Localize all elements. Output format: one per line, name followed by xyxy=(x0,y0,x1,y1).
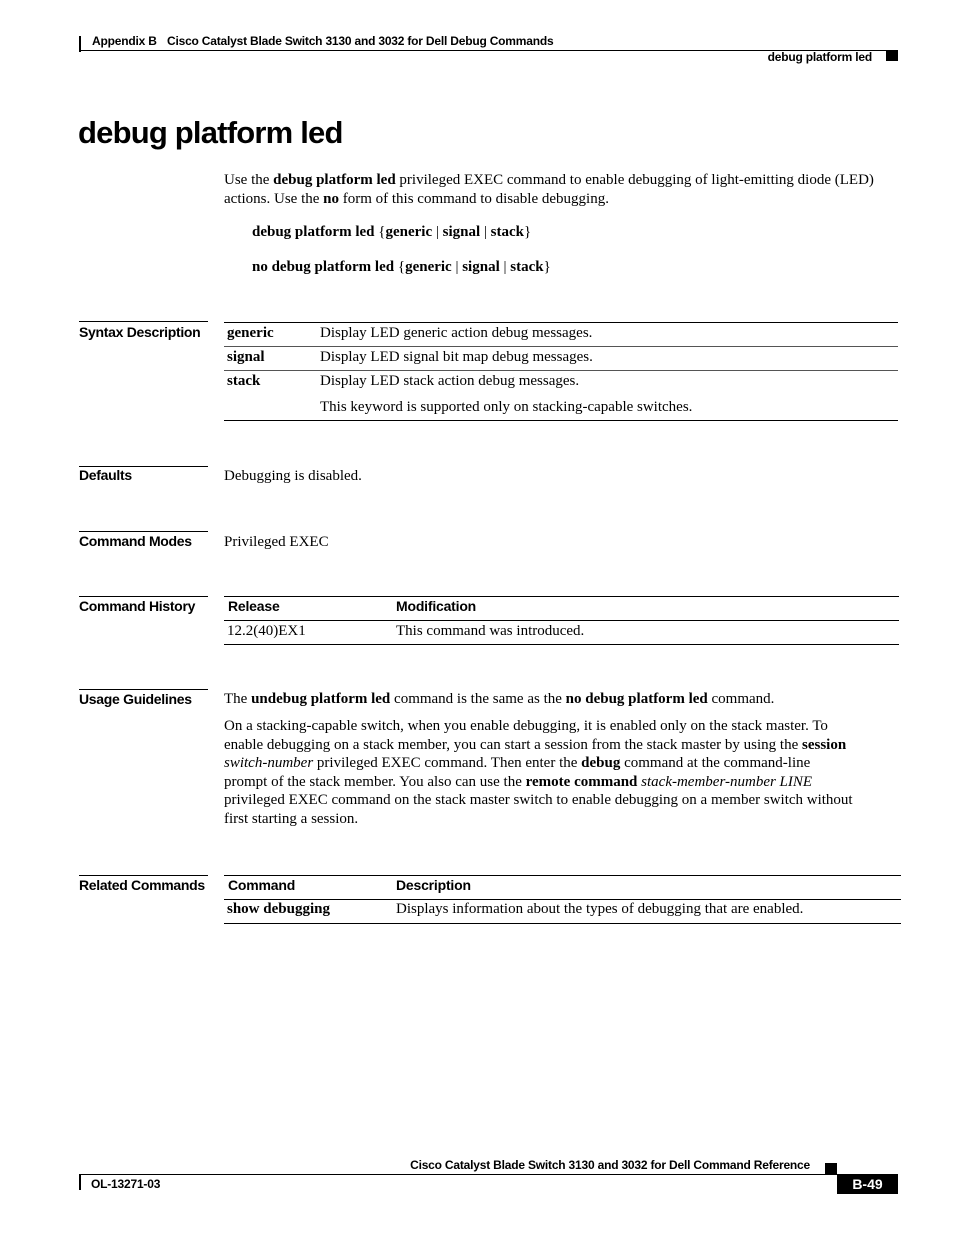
table-rule xyxy=(224,370,898,371)
header-appendix: Appendix B xyxy=(92,34,157,48)
syntax-line-debug xyxy=(252,223,531,242)
section-heading-related-commands: Related Commands xyxy=(79,877,205,893)
related-command-description: Displays information about the types of debugging that are enabled. xyxy=(396,901,804,917)
syntax-row-keyword-stack: stack xyxy=(227,373,261,389)
syntax-brace-close: } xyxy=(524,224,532,240)
syntax-separator: | xyxy=(483,224,487,240)
usage-text: command at the command-line xyxy=(620,755,811,772)
usage-text: command is the same as the xyxy=(390,691,566,707)
table-rule xyxy=(224,346,898,347)
intro-text-1: Use the xyxy=(224,172,274,188)
usage-italic-switch-number: switch-number xyxy=(224,755,314,772)
section-heading-syntax-description: Syntax Description xyxy=(79,324,201,340)
header-section-name: debug platform led xyxy=(767,50,872,64)
usage-paragraph-1 xyxy=(224,690,900,709)
section-heading-command-history: Command History xyxy=(79,598,196,614)
section-heading-command-modes: Command Modes xyxy=(79,533,192,549)
usage-text: first starting a session. xyxy=(224,810,359,827)
intro-bold-no: no xyxy=(323,190,339,207)
usage-text: The xyxy=(224,691,252,707)
usage-text: privileged EXEC command on the stack master switch to enable debugging on a member switch without xyxy=(224,792,853,809)
syntax-command: debug platform led xyxy=(252,224,375,240)
usage-p2-line xyxy=(224,791,904,810)
table-rule xyxy=(224,620,899,621)
section-heading-defaults: Defaults xyxy=(79,467,132,483)
footer-page-number-box xyxy=(837,1174,898,1194)
footer-rule xyxy=(79,1174,837,1175)
syntax-option-stack: stack xyxy=(490,224,524,240)
intro-text-3: form of this command to disable debugging. xyxy=(338,190,609,207)
history-modification-value: This command was introduced. xyxy=(396,623,585,639)
syntax-separator: | xyxy=(455,259,459,275)
usage-bold-debug: debug xyxy=(581,755,621,772)
syntax-option-generic: generic xyxy=(385,224,433,240)
header-chapter-title: Cisco Catalyst Blade Switch 3130 and 3032 for Dell Debug Commands xyxy=(167,34,554,48)
syntax-separator: | xyxy=(503,259,507,275)
page-title: debug platform led xyxy=(78,115,343,150)
footer-document-number: OL-13271-03 xyxy=(91,1177,161,1191)
section-rule-related xyxy=(79,875,208,876)
intro-bold-command: debug platform led xyxy=(273,172,396,188)
syntax-line-no-debug xyxy=(252,258,551,277)
table-rule xyxy=(224,420,898,421)
usage-p2-line xyxy=(224,773,904,792)
syntax-row-keyword-signal: signal xyxy=(227,349,265,365)
usage-p2-line xyxy=(224,810,904,829)
syntax-row-keyword-generic: generic xyxy=(227,325,274,341)
usage-bold-undebug: undebug platform led xyxy=(251,691,391,707)
section-heading-usage-guidelines: Usage Guidelines xyxy=(79,691,192,707)
syntax-brace-close: } xyxy=(543,259,551,275)
intro-paragraph xyxy=(224,171,894,208)
syntax-row-note-stack: This keyword is supported only on stacking-capable switches. xyxy=(320,399,693,415)
related-col-header-command: Command xyxy=(228,877,296,893)
usage-p2-line xyxy=(224,717,904,736)
table-rule xyxy=(224,322,898,323)
usage-italic-stack-member-number: stack-member-number LINE xyxy=(641,773,813,790)
section-rule-usage xyxy=(79,689,208,690)
syntax-row-desc-signal: Display LED signal bit map debug messages. xyxy=(320,349,593,365)
syntax-row-desc-generic: Display LED generic action debug messages. xyxy=(320,325,593,341)
syntax-option-signal: signal xyxy=(442,224,481,240)
history-col-header-modification: Modification xyxy=(396,598,477,614)
section-rule-syntax xyxy=(79,321,208,322)
usage-bold-session: session xyxy=(802,736,847,753)
usage-text: prompt of the stack member. You also can use the xyxy=(224,773,526,790)
usage-text: privileged EXEC command. Then enter the xyxy=(313,755,582,772)
table-rule xyxy=(224,875,901,876)
footer-page-number: B-49 xyxy=(852,1176,883,1192)
intro-text-2: privileged EXEC command to enable debugging of light-emitting diode (LED) actions. Use the xyxy=(224,172,874,207)
history-col-header-release: Release xyxy=(228,598,280,614)
related-col-header-description: Description xyxy=(396,877,471,893)
section-rule-command-history xyxy=(79,596,208,597)
command-modes-text: Privileged EXEC xyxy=(224,534,329,550)
related-command-show-debugging[interactable]: show debugging xyxy=(227,901,330,917)
syntax-brace-open: { xyxy=(397,259,406,275)
syntax-row-desc-stack: Display LED stack action debug messages. xyxy=(320,373,580,389)
usage-p2-line xyxy=(224,754,904,773)
table-rule xyxy=(224,596,899,597)
usage-text: On a stacking-capable switch, when you enable debugging, it is enabled only on the stack master. To xyxy=(224,718,828,734)
syntax-no-command: no debug platform led xyxy=(252,259,395,275)
header-black-block xyxy=(886,51,898,61)
section-rule-command-modes xyxy=(79,531,208,532)
defaults-text: Debugging is disabled. xyxy=(224,468,362,484)
table-rule xyxy=(224,644,899,645)
syntax-separator: | xyxy=(435,224,439,240)
usage-bold-remote-command: remote command xyxy=(525,773,638,790)
table-rule xyxy=(224,923,901,924)
usage-paragraph-2 xyxy=(224,717,904,829)
footer-left-bar xyxy=(79,1174,81,1190)
syntax-brace-open: { xyxy=(378,224,386,240)
history-release-value: 12.2(40)EX1 xyxy=(227,623,306,639)
usage-bold-no-debug: no debug platform led xyxy=(565,691,708,707)
usage-text: enable debugging on a stack member, you can start a session from the stack master by using the xyxy=(224,736,802,753)
syntax-option-stack: stack xyxy=(510,259,544,275)
usage-text: command. xyxy=(707,691,775,707)
usage-p2-line xyxy=(224,736,904,755)
footer-document-title: Cisco Catalyst Blade Switch 3130 and 3032 for Dell Command Reference xyxy=(410,1158,810,1172)
syntax-option-signal: signal xyxy=(462,259,500,275)
syntax-option-generic: generic xyxy=(405,259,452,275)
